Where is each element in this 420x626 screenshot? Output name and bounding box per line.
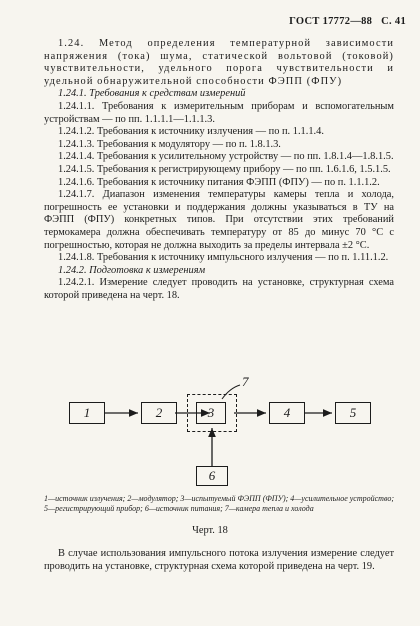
- paragraph-6: 1.24.1.4. Требования к усилительному устройству — по пп. 1.8.1.4—1.8.1.5.: [58, 151, 394, 163]
- box-1-radiation-source: 1: [69, 402, 105, 424]
- standard-number: ГОСТ 17772—88: [289, 16, 373, 27]
- paragraph-10: 1.24.1.8. Требования к источнику импульсного излучения — по п. 1.11.1.2.: [58, 252, 389, 264]
- paragraph-4: 1.24.1.2. Требования к источнику излучения — по п. 1.1.1.4.: [58, 126, 324, 138]
- box-2-modulator: 2: [141, 402, 177, 424]
- page-number: С. 41: [381, 16, 406, 27]
- figure-caption: 1—источник излучения; 2—модулятор; 3—испытуемый ФЭПП (ФПУ); 4—усилительное устройство; 5—регистрирующий прибор; 6—источник питания; 7—камера тепла и холода: [44, 494, 394, 513]
- block-diagram: [44, 352, 404, 492]
- chamber-label-7: 7: [242, 374, 249, 389]
- paragraph-8: 1.24.1.6. Требования к источнику питания ФЭПП (ФПУ) — по п. 1.1.1.2.: [58, 176, 380, 188]
- page-header: [283, 16, 406, 27]
- box-4-amplifier: 4: [269, 402, 305, 424]
- closing-paragraph: В случае использования импульсного потока излучения измерение следует проводить на установке, структурная схема которой приведена на черт. 19.: [44, 548, 394, 572]
- paragraph-3: 1.24.1.1. Требования к измерительным приборам и вспомогательным устройствам — по пп. 1.1.1.1—1.1.1.3.: [44, 100, 394, 125]
- box-3-device-under-test: 3: [196, 402, 226, 424]
- box-5-recorder: 5: [335, 402, 371, 424]
- paragraph-1: 1.24. Метод определения температурной зависимости напряжения (тока) шума, статической вольтовой (токовой) чувствительности, удельного порога чувствительности и удельной обнаружительной способности ФЭПП (ФПУ): [44, 38, 394, 87]
- paragraph-9: 1.24.1.7. Диапазон изменения температуры камеры тепла и холода, погрешность ее установки и поддержания должны указываться в ТУ на ФЭПП (ФПУ) конкретных типов. При отсутствии этих требований термокамера должна обеспечивать температуру от 85 до минус 70 °С с погрешностью, которая не должна выходить за пределы интервала ±2 °С.: [44, 189, 394, 251]
- body-text: [44, 38, 394, 302]
- box-6-power-supply: 6: [196, 466, 228, 486]
- paragraph-2: 1.24.1. Требования к средствам измерений: [58, 88, 246, 100]
- figure-label: Черт. 18: [192, 525, 228, 536]
- paragraph-7: 1.24.1.5. Требования к регистрирующему прибору — по пп. 1.6.1.6, 1.5.1.5.: [58, 163, 391, 175]
- paragraph-12: 1.24.2.1. Измерение следует проводить на установке, структурная схема которой приведена на черт. 18.: [44, 277, 394, 301]
- paragraph-11: 1.24.2. Подготовка к измерениям: [58, 264, 206, 276]
- paragraph-5: 1.24.1.3. Требования к модулятору — по п. 1.8.1.3.: [58, 138, 281, 150]
